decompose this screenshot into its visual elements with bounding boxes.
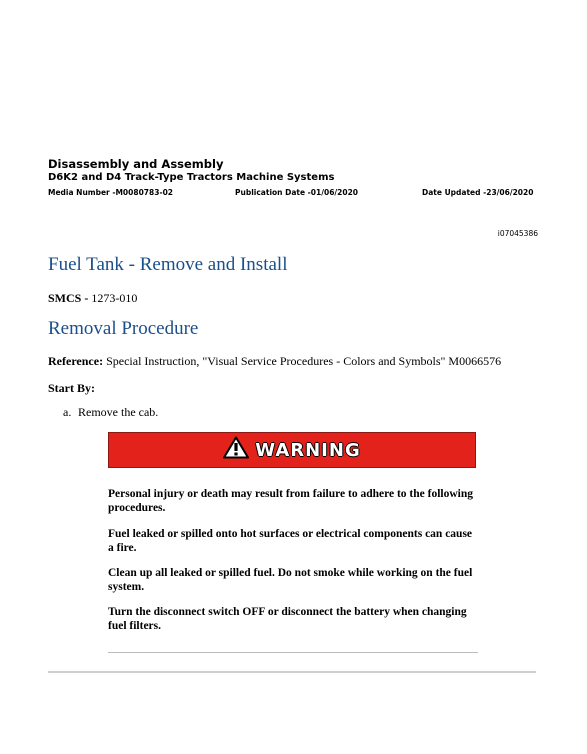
- media-number: Media Number -M0080783-02: [48, 188, 174, 197]
- reference-line: [48, 354, 501, 369]
- reference-label: Reference:: [48, 354, 104, 368]
- warning-label: WARNING: [255, 439, 361, 461]
- warning-banner: [108, 432, 476, 468]
- warning-message: Personal injury or death may result from failure to adhere to the following procedures.: [108, 488, 473, 514]
- document-id: i07045386: [497, 229, 538, 238]
- smcs-label: SMCS -: [48, 291, 92, 305]
- page-divider: [48, 671, 536, 673]
- smcs-line: [48, 291, 137, 306]
- section-heading: Removal Procedure: [48, 318, 199, 339]
- warning-triangle-icon: [223, 436, 255, 464]
- date-updated: Date Updated -23/06/2020: [422, 188, 534, 197]
- publication-date: Publication Date -01/06/2020: [235, 188, 359, 197]
- document-type: Disassembly and Assembly: [48, 157, 224, 171]
- warning-message: Fuel leaked or spilled onto hot surfaces or electrical components can cause a fire.: [108, 528, 473, 554]
- page-title: Fuel Tank - Remove and Install: [48, 254, 288, 275]
- document-subtitle: D6K2 and D4 Track-Type Tractors Machine Systems: [48, 172, 335, 183]
- step-marker: a.: [63, 405, 72, 419]
- list-item: [63, 405, 158, 420]
- warning-message: Turn the disconnect switch OFF or disconnect the battery when changing fuel filters.: [108, 606, 467, 632]
- step-text: Remove the cab.: [78, 405, 159, 419]
- smcs-value: 1273-010: [91, 291, 138, 305]
- start-by-label: Start By:: [48, 381, 95, 395]
- section-divider: [108, 652, 478, 653]
- warning-message: Clean up all leaked or spilled fuel. Do not smoke while working on the fuel system.: [108, 567, 473, 593]
- reference-text: Special Instruction, "Visual Service Procedures - Colors and Symbols" M0066576: [103, 354, 502, 368]
